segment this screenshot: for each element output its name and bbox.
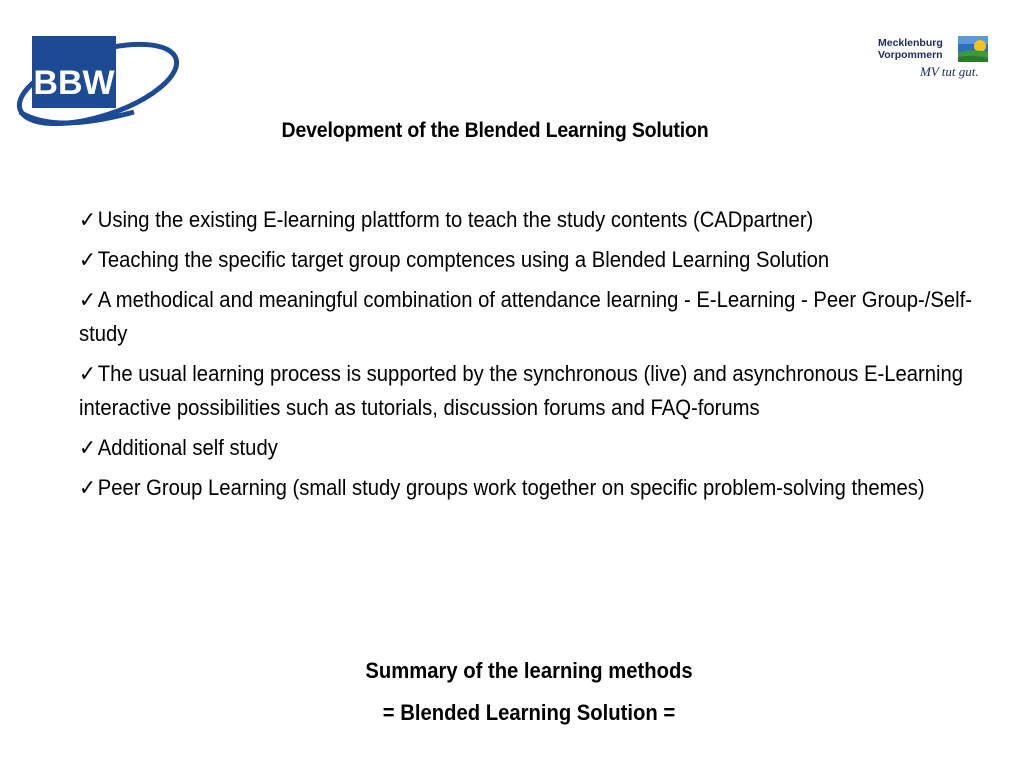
mv-logo-line2: Vorpommern: [878, 49, 943, 61]
bullet-text: Additional self study: [97, 435, 278, 460]
bbw-logo-graphic: [14, 34, 186, 130]
checkmark-icon: ✓: [79, 475, 96, 500]
list-item: [79, 431, 999, 465]
checkmark-icon: ✓: [79, 361, 96, 386]
mecklenburg-vorpommern-logo: [878, 34, 996, 86]
bullet-list: [79, 203, 994, 511]
list-item: [79, 357, 999, 425]
mv-logo-wordmark: [878, 37, 943, 61]
bullet-text: Using the existing E-learning plattform to teach the study contents (CADpartner): [97, 207, 814, 232]
bullet-text: Teaching the specific target group comptences using a Blended Learning Solution: [97, 247, 830, 272]
checkmark-icon: ✓: [79, 207, 96, 232]
checkmark-icon: ✓: [79, 435, 96, 460]
list-item: [79, 203, 999, 237]
slide-title: Development of the Blended Learning Solution: [281, 119, 709, 142]
summary-heading: Summary of the learning methods: [365, 658, 693, 683]
bullet-text: The usual learning process is supported by the synchronous (live) and asynchronous E-Learning interactive possibilities such as tutorials, discussion forums and FAQ-forums: [79, 361, 964, 420]
summary-result: = Blended Learning Solution =: [382, 700, 676, 725]
bbw-logo-text: BBW: [33, 64, 115, 102]
list-item: [79, 471, 999, 505]
checkmark-icon: ✓: [79, 247, 96, 272]
checkmark-icon: ✓: [79, 287, 96, 312]
bullet-text: Peer Group Learning (small study groups work together on specific problem-solving themes): [97, 475, 925, 500]
mv-logo-slogan: MV tut gut.: [920, 64, 979, 79]
list-item: [79, 283, 999, 351]
mv-logo-line1: Mecklenburg: [878, 37, 943, 49]
list-item: [79, 243, 999, 277]
bullet-text: A methodical and meaningful combination of attendance learning - E-Learning - Peer Group-/Self-study: [79, 287, 973, 346]
mv-landscape-icon: [958, 36, 988, 62]
bbw-logo: [14, 34, 186, 130]
